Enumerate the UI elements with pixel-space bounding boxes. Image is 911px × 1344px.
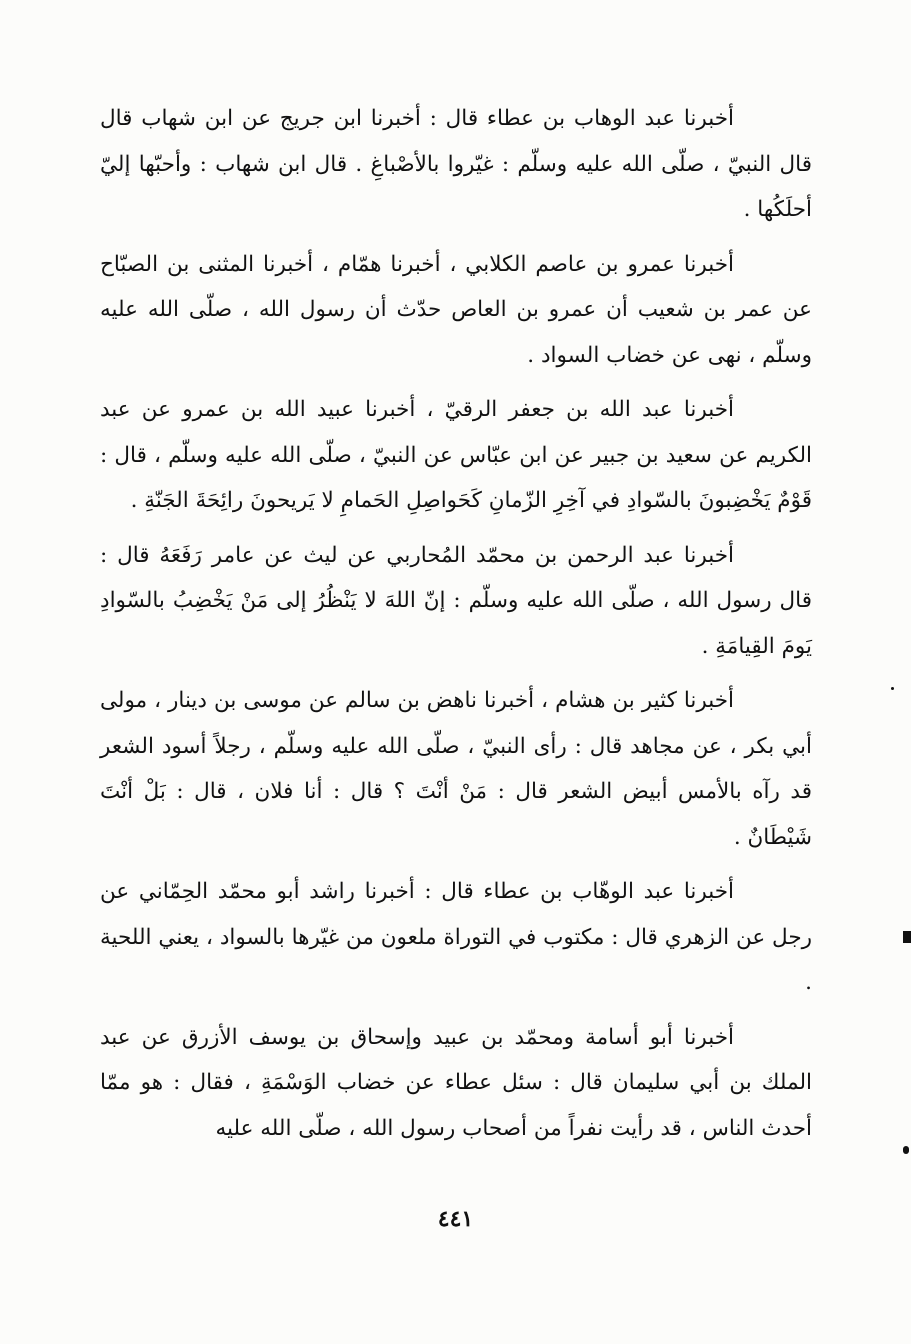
page-number: ٤٤١ [437,1206,474,1232]
hadith-paragraph: أخبرنا أبو أسامة ومحمّد بن عبيد وإسحاق بن يوسف الأزرق عن عبد الملك بن أبي سليمان قال : سئل عطاء عن خضاب الوَسْمَةِ ، فقال : هو ممّا أحدث الناس ، قد رأيت نفراً من أصحاب رسول الله ، صلّى الله عليه [100,1024,812,1141]
hadith-paragraph: أخبرنا عبد الوهّاب بن عطاء قال : أخبرنا راشد أبو محمّد الحِمّاني عن رجل عن الزهري قال : مكتوب في التوراة ملعون من غيّرها بالسواد ، يعني اللحية . [100,879,812,995]
scan-artifact [891,687,894,690]
hadith-paragraph: أخبرنا عمرو بن عاصم الكلابي ، أخبرنا همّام ، أخبرنا المثنى بن الصبّاح عن عمر بن شعيب أن عمرو بن العاص حدّث أن رسول الله ، صلّى الله عليه وسلّم ، نهى عن خضاب السواد . [100,251,812,368]
hadith-paragraph: أخبرنا عبد الله بن جعفر الرقيّ ، أخبرنا عبيد الله بن عمرو عن عبد الكريم عن سعيد بن جبير عن ابن عبّاس عن النبيّ ، صلّى الله عليه وسلّم ، قال : قَوْمٌ يَخْضِبونَ بالسّوادِ في آخِرِ الزّمانِ كَحَواصِلِ الحَمامِ لا يَريحونَ رائِحَةَ الجَنّةِ . [100,397,812,513]
scan-artifact [903,931,911,943]
hadith-paragraph: أخبرنا عبد الوهاب بن عطاء قال : أخبرنا ابن جريج عن ابن شهاب قال قال النبيّ ، صلّى الله عليه وسلّم : غيّروا بالأصْباغِ . قال ابن شهاب : وأحبّها إليّ أحلَكُها . [100,106,812,222]
page-body-text [100,96,812,1160]
hadith-paragraph: أخبرنا عبد الرحمن بن محمّد المُحاربي عن ليث عن عامر رَفَعَهُ قال : قال رسول الله ، صلّى الله عليه وسلّم : إنّ اللهَ لا يَنْظُرُ إلى مَنْ يَخْضِبُ بالسّوادِ يَومَ القِيامَةِ . [100,542,812,659]
hadith-paragraph: أخبرنا كثير بن هشام ، أخبرنا ناهض بن سالم عن موسى بن دينار ، مولى أبي بكر ، عن مجاهد قال : رأى النبيّ ، صلّى الله عليه وسلّم ، رجلاً أسود الشعر قد رآه بالأمس أبيض الشعر قال : مَنْ أنْتَ ؟ قال : أنا فلان ، قال : بَلْ أنْتَ شَيْطَانٌ . [100,688,812,850]
scan-artifact [903,1146,909,1154]
